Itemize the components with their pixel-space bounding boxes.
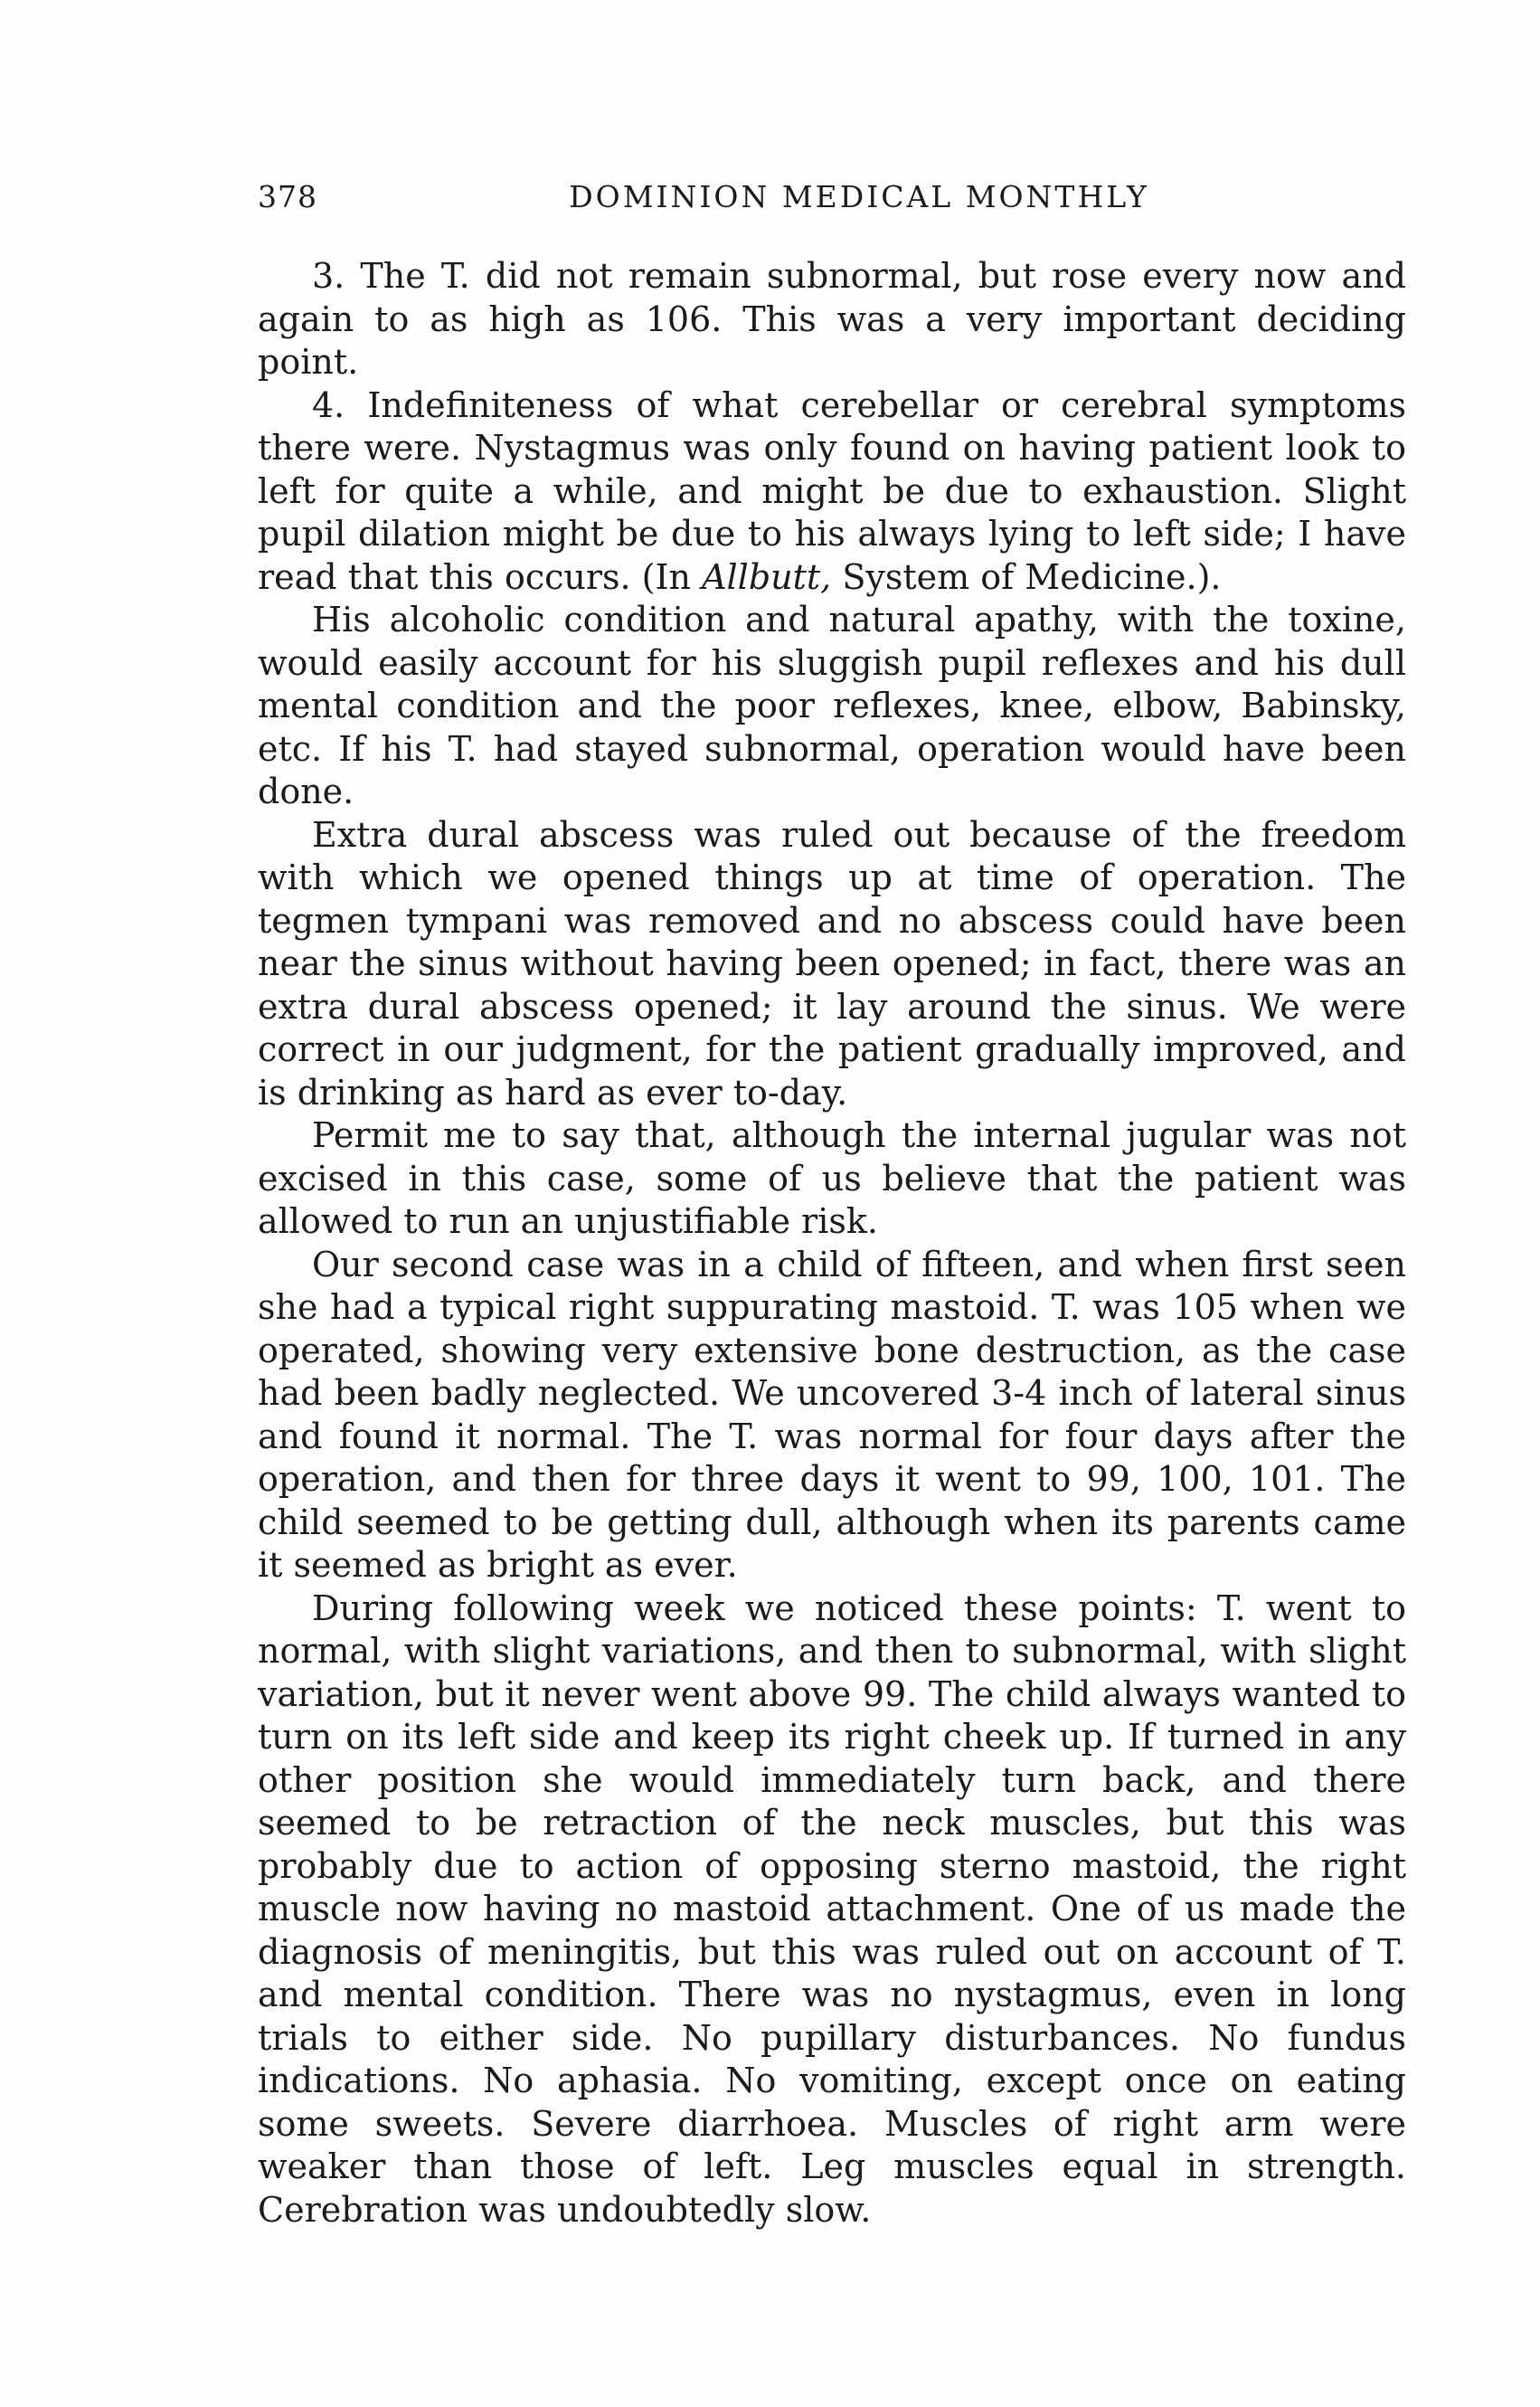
paragraph-alcoholic-condition: His alcoholic condition and natural apathy, with the toxine, would easily account for his sluggish pupil reflexes and his dull mental condition and the poor reflexes, knee, elbow, Babinsky, etc. If his T. had stayed subnormal, operation would have been done. bbox=[258, 600, 1406, 811]
running-title: DOMINION MEDICAL MONTHLY bbox=[569, 179, 1149, 214]
paragraph-text: 4. Indefiniteness of what cerebellar or cerebral symptoms there were. Nystagmus was only found on having patient look to left for quite a while, and might be due to exhaustion. Slight pupil dilation might be due to his always lying to left side; I have read that this occurs. (In bbox=[258, 384, 1406, 597]
article-body bbox=[258, 255, 1406, 2232]
paragraph-extra-dural-abscess: Extra dural abscess was ruled out because of the freedom with which we opened things up at time of operation. The tegmen tympani was removed and no abscess could have been near the sinus without having been opened; in fact, there was an extra dural abscess opened; it lay around the sinus. We were correct in our judgment, for the patient gradually improved, and is drinking as hard as ever to-day. bbox=[258, 814, 1406, 1113]
paragraph-point-4 bbox=[258, 384, 1406, 600]
paragraph-jugular-risk: Permit me to say that, although the internal jugular was not excised in this case, some of us believe that the patient was allowed to run an unjustifiable risk. bbox=[258, 1115, 1406, 1241]
book-title-italic: Allbutt, bbox=[702, 556, 832, 597]
paragraph-text-after: System of Medicine.). bbox=[831, 556, 1222, 597]
page-header bbox=[258, 179, 1406, 224]
page-number: 378 bbox=[258, 179, 317, 214]
paragraph-point-3: 3. The T. did not remain subnormal, but rose every now and again to as high as 106. This was a very important deciding point. bbox=[258, 256, 1406, 382]
paragraph-following-week: During following week we noticed these points: T. went to normal, with slight variations, and then to subnormal, with slight variation, but it never went above 99. The child always wanted to turn on its left side and keep its right cheek up. If turned in any other position she would immediately turn back, and there seemed to be retraction of the neck muscles, but this was probably due to action of opposing sterno mastoid, the right muscle now having no mastoid attachment. One of us made the diagnosis of meningitis, but this was ruled out on account of T. and mental condition. There was no nystagmus, even in long trials to either side. No pupillary disturbances. No fundus indications. No aphasia. No vomiting, except once on eating some sweets. Severe diarrhoea. Muscles of right arm were weaker than those of left. Leg muscles equal in strength. Cerebration was undoubtedly slow. bbox=[258, 1587, 1406, 2230]
paragraph-second-case: Our second case was in a child of fifteen, and when first seen she had a typical right suppurating mastoid. T. was 105 when we operated, showing very extensive bone destruction, as the case had been badly neglected. We uncovered 3-4 inch of lateral sinus and found it normal. The T. was normal for four days after the operation, and then for three days it went to 99, 100, 101. The child seemed to be getting dull, although when its parents came it seemed as bright as ever. bbox=[258, 1244, 1406, 1585]
